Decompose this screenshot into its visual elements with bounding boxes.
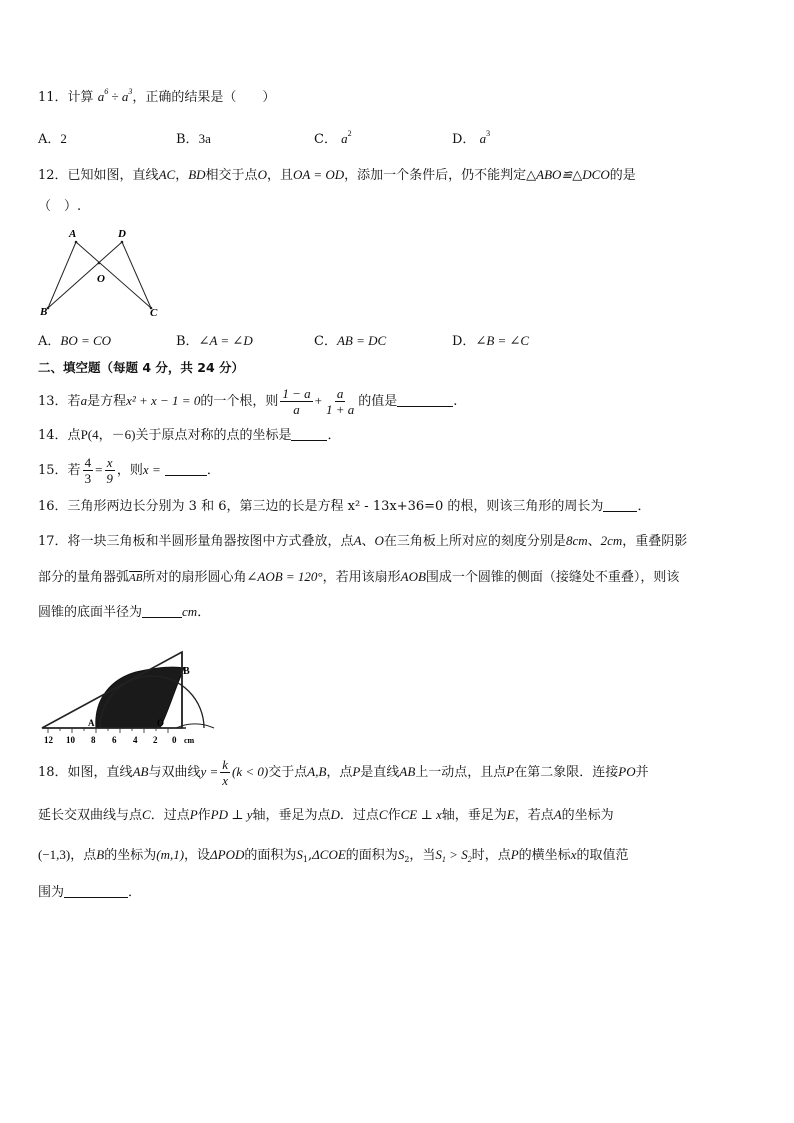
q12-label-c: C [150,307,158,319]
q11-option-a: A．2 [38,131,67,147]
q11-number: 11． [38,90,68,105]
q16-answer-blank[interactable] [603,499,637,512]
q17-figure [36,642,226,748]
q18-line3: (−1,3)，点B的坐标为(m,1)，设ΔPOD的面积为$S_1,\Delta COE$的面积为$S_2$，当$S_1 > S_2$时，点P的横坐标x的取值范 [38,847,629,864]
q17-tick-4: 4 [133,735,138,745]
q18-line2: 延长交双曲线与点C．过点P作PD ⊥ y轴，垂足为点D．过点C作CE ⊥ x轴，垂足为E，若点A的坐标为 [38,807,614,823]
q15-frac2: $\frac{x}{9}$ [106,455,113,486]
q11-expr: $a^6 \div a^3$ [97,87,133,104]
q11-option-b: B．3a [176,131,211,147]
q12-figure [36,224,166,322]
q12-stem-cont: （ ）. [38,199,82,214]
q17-unit: cm [184,736,195,745]
q12-option-b: B．∠A = ∠D [176,333,253,349]
q13-answer-blank[interactable] [397,394,453,407]
q15-frac1: $\frac{4}{3}$ [84,455,92,486]
q17-tick-10: 10 [66,735,75,745]
section-title: 二、填空题（每题 4 分，共 24 分） [38,360,245,375]
q12-option-a: A．BO = CO [38,333,112,349]
q14-stem: 14．点P(4，－6)关于原点对称的点的坐标是 ． [38,427,341,443]
q18-frac: $\frac{k}{x}$ [222,757,229,788]
q12-label-b: B [40,306,48,318]
q12-label-d: D [118,228,126,240]
q15-stem: 15．若 $\frac{4}{3}$ = $\frac{x}{9}$ ，则x = ． [38,455,220,486]
q17-label-a: A [88,718,95,728]
q17-label-b: B [183,666,190,677]
q17-tick-2: 2 [153,735,158,745]
q12-option-d: D．∠B = ∠C [452,333,530,349]
q17-tick-6: 6 [112,735,117,745]
q11-stem [38,88,275,107]
q17-line2: 部分的量角器弧$\overline{AB}$所对的扇形圆心角∠AOB = 120°，若用该扇形AOB围成一个圆锥的侧面（接缝处不重叠），则该 [38,569,680,585]
q17-tick-8: 8 [91,735,96,745]
q18-line4: 围为 ． [38,885,142,900]
q17-tick-0: 0 [172,735,177,745]
q12-label-a: A [69,228,77,240]
q14-answer-blank[interactable] [291,428,327,441]
q11-option-d: D． $a^3$ [452,129,491,147]
q17-line3: 圆锥的底面半径为 cm． [38,604,211,620]
q12-label-o: O [97,273,105,285]
q13-frac2: $\frac{a}{1 + a}$ [325,386,355,417]
q12-stem: 12．已知如图，直线AC，BD相交于点O，且OA = OD，添加一个条件后，仍不能判定△ABO≌△DCO的是 [38,167,636,183]
q15-answer-blank[interactable] [165,463,207,476]
q17-tick-12: 12 [44,735,53,745]
q17-label-o: O [157,718,165,728]
q17-line1: 17．将一块三角板和半圆形量角器按图中方式叠放，点A、O在三角板上所对应的刻度分别是8cm、2cm，重叠阴影 [38,533,688,549]
q11-text: 计算 [67,90,94,105]
q11-option-c: C． $a^2$ [314,129,352,147]
q18-answer-blank[interactable] [64,885,128,898]
q18-line1: 18．如图，直线AB与双曲线y = $\frac{k}{x}$ (k < 0)交于点A,B，点P是直线AB上一动点，且点P在第二象限．连接PO并 [38,757,649,788]
q16-stem: 16．三角形两边长分别为 3 和 6，第三边的长是方程 x² - 13x+36=0 的根，则该三角形的周长为 ． [38,499,651,514]
q12-option-c: C．AB = DC [314,333,387,349]
q11-text-tail: ，正确的结果是（ ） [132,90,276,105]
q17-answer-blank[interactable] [142,605,182,618]
q13-frac1: $\frac{1 - a}{a}$ [282,386,311,417]
q13-stem: 13．若a是方程x² + x − 1 = 0的一个根，则 $\frac{1 - a}{a}$ + $\frac{a}{1 + a}$ 的值是 . [38,386,458,417]
